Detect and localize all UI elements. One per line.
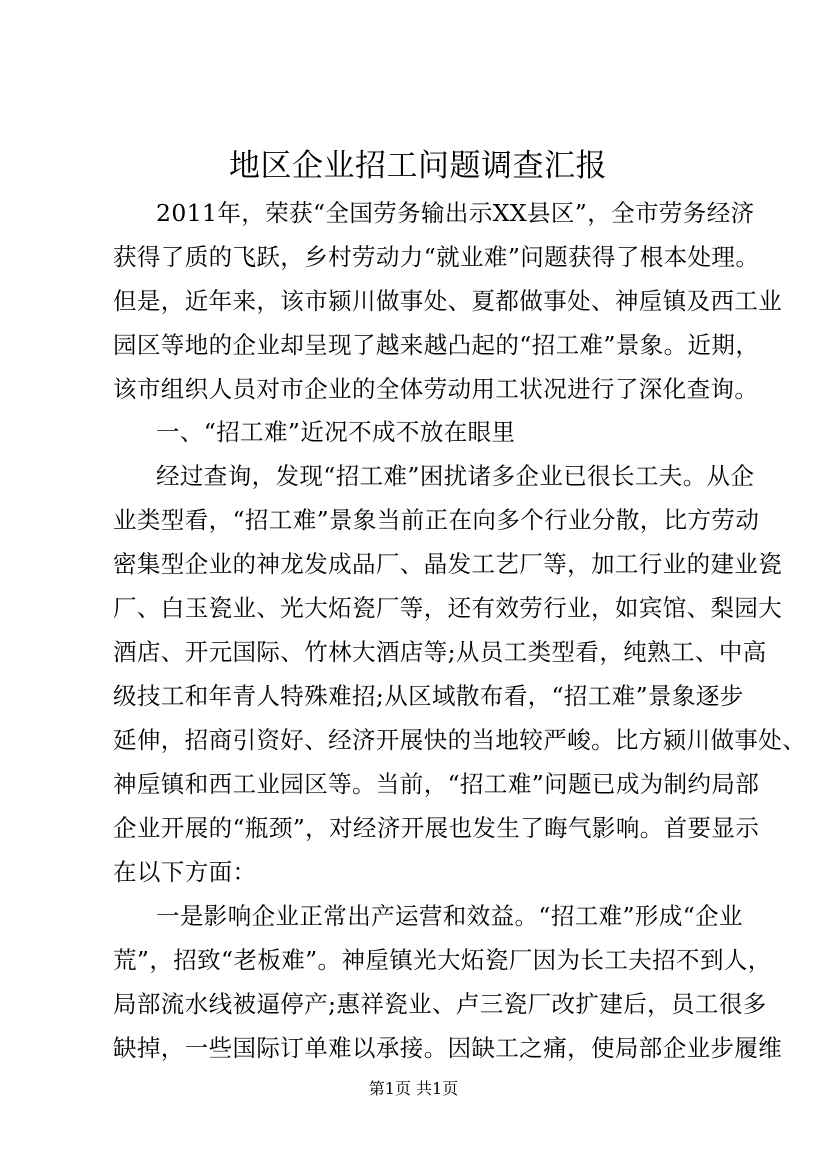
paragraph-line: 酒店、开元国际、竹林大酒店等;从员工类型看，纯熟工、中高 <box>113 638 767 666</box>
page-number-footer: 第1页 共1页 <box>368 1079 459 1098</box>
paragraph-line: 获得了质的飞跃，乡村劳动力“就业难”问题获得了根本处理。 <box>113 243 760 271</box>
paragraph-line: 该市组织人员对市企业的全体劳动用工状况进行了深化查询。 <box>113 375 759 403</box>
paragraph-line: 缺掉，一些国际订单难以承接。因缺工之痛，使局部企业步履维 <box>113 1034 783 1062</box>
paragraph-line: 在以下方面： <box>113 858 257 886</box>
paragraph-line: 级技工和年青人特殊难招;从区域散布看，“招工难”景象逐步 <box>113 682 744 710</box>
paragraph-line: 企业开展的“瓶颈”，对经济开展也发生了晦气影响。首要显示 <box>113 814 760 842</box>
paragraph-line: 延伸，招商引资好、经济开展快的当地较严峻。比方颍川做事处、 <box>113 726 807 754</box>
paragraph-line: 业类型看，“招工难”景象当前正在向多个行业分散，比方劳动 <box>113 506 760 534</box>
paragraph-line: 2011年，荣获“全国劳务输出示XX县区”，全市劳务经济 <box>156 199 755 227</box>
paragraph-line: 经过查询，发现“招工难”困扰诸多企业已很长工夫。从企 <box>156 462 755 490</box>
paragraph-line: 园区等地的企业却呈现了越来越凸起的“招工难”景象。近期， <box>113 331 760 359</box>
section-heading: 一、“招工难”近况不成不放在眼里 <box>156 418 516 446</box>
paragraph-line: 局部流水线被逼停产;惠祥瓷业、卢三瓷厂改扩建后，员工很多 <box>113 990 767 1018</box>
document-title: 地区企业招工问题调查汇报 <box>229 148 607 184</box>
paragraph-line: 密集型企业的神龙发成品厂、晶发工艺厂等，加工行业的建业瓷 <box>113 550 783 578</box>
paragraph-line: 一是影响企业正常出产运营和效益。“招工难”形成“企业 <box>156 902 743 930</box>
paragraph-line: 厂、白玉瓷业、光大炻瓷厂等，还有效劳行业，如宾馆、梨园大 <box>113 594 783 622</box>
paragraph-line: 荒”，招致“老板难”。神垕镇光大炻瓷厂因为长工夫招不到人， <box>113 946 772 974</box>
paragraph-line: 神垕镇和西工业园区等。当前，“招工难”问题已成为制约局部 <box>113 770 760 798</box>
paragraph-line: 但是，近年来，该市颍川做事处、夏都做事处、神垕镇及西工业 <box>113 287 783 315</box>
